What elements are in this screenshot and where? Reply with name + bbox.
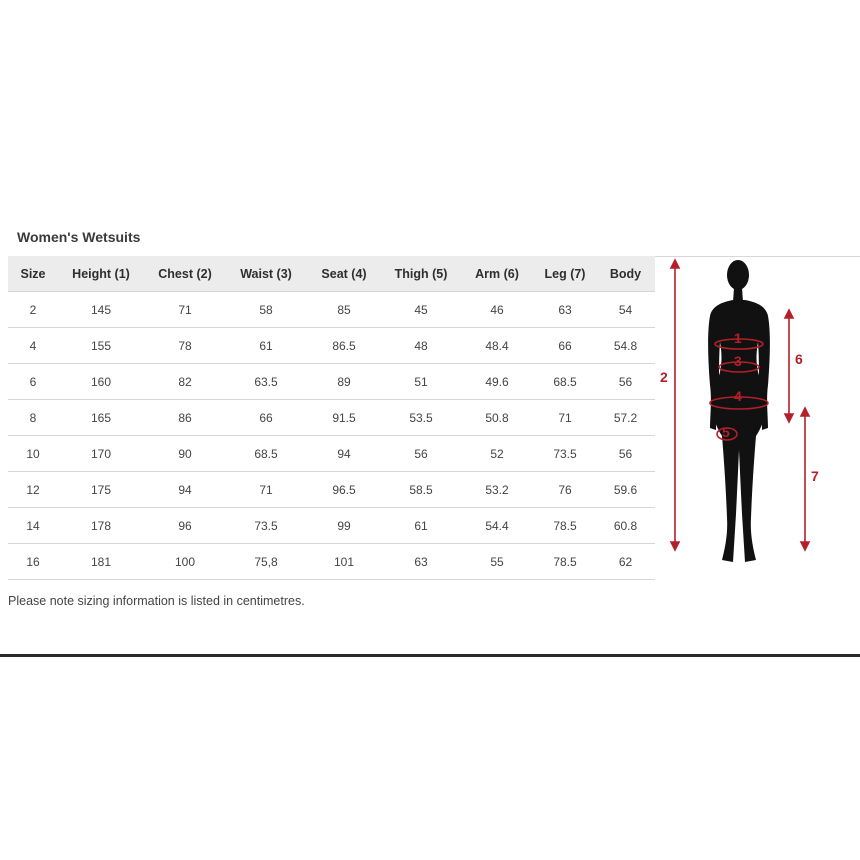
table-cell: 56 bbox=[596, 364, 655, 400]
column-header: Seat (4) bbox=[306, 256, 382, 292]
thigh-marker-label: 5 bbox=[722, 424, 730, 440]
table-cell: 71 bbox=[226, 472, 306, 508]
table-cell: 56 bbox=[596, 436, 655, 472]
waist-marker-label: 3 bbox=[734, 353, 742, 369]
table-cell: 91.5 bbox=[306, 400, 382, 436]
column-header: Height (1) bbox=[58, 256, 144, 292]
table-cell: 181 bbox=[58, 544, 144, 580]
table-cell: 175 bbox=[58, 472, 144, 508]
table-cell: 53.5 bbox=[382, 400, 460, 436]
silhouette-shape bbox=[708, 260, 770, 562]
body-measurement-diagram bbox=[640, 250, 860, 570]
bottom-divider-bar bbox=[0, 654, 860, 657]
table-cell: 68.5 bbox=[226, 436, 306, 472]
table-cell: 66 bbox=[226, 400, 306, 436]
table-cell: 61 bbox=[226, 328, 306, 364]
table-cell: 178 bbox=[58, 508, 144, 544]
table-cell: 54 bbox=[596, 292, 655, 328]
table-cell: 16 bbox=[8, 544, 58, 580]
table-cell: 6 bbox=[8, 364, 58, 400]
table-cell: 45 bbox=[382, 292, 460, 328]
table-cell: 62 bbox=[596, 544, 655, 580]
table-cell: 96.5 bbox=[306, 472, 382, 508]
table-cell: 85 bbox=[306, 292, 382, 328]
table-cell: 78.5 bbox=[534, 544, 596, 580]
table-row bbox=[8, 328, 655, 364]
column-header: Leg (7) bbox=[534, 256, 596, 292]
table-cell: 63.5 bbox=[226, 364, 306, 400]
table-row bbox=[8, 292, 655, 328]
table-cell: 71 bbox=[534, 400, 596, 436]
table-cell: 14 bbox=[8, 508, 58, 544]
column-header: Chest (2) bbox=[144, 256, 226, 292]
table-cell: 71 bbox=[144, 292, 226, 328]
table-row bbox=[8, 508, 655, 544]
table-cell: 100 bbox=[144, 544, 226, 580]
page-title: Women's Wetsuits bbox=[17, 229, 141, 245]
table-cell: 99 bbox=[306, 508, 382, 544]
table-cell: 57.2 bbox=[596, 400, 655, 436]
column-header: Body bbox=[596, 256, 655, 292]
table-cell: 94 bbox=[306, 436, 382, 472]
column-header: Arm (6) bbox=[460, 256, 534, 292]
table-cell: 73.5 bbox=[534, 436, 596, 472]
chest-marker-label: 1 bbox=[734, 330, 742, 346]
table-cell: 75,8 bbox=[226, 544, 306, 580]
table-row bbox=[8, 472, 655, 508]
table-cell: 63 bbox=[382, 544, 460, 580]
table-cell: 165 bbox=[58, 400, 144, 436]
table-cell: 160 bbox=[58, 364, 144, 400]
size-table bbox=[8, 256, 655, 580]
body-silhouette-icon bbox=[640, 250, 860, 570]
table-cell: 76 bbox=[534, 472, 596, 508]
table-cell: 63 bbox=[534, 292, 596, 328]
table-cell: 86.5 bbox=[306, 328, 382, 364]
table-cell: 51 bbox=[382, 364, 460, 400]
table-cell: 155 bbox=[58, 328, 144, 364]
table-cell: 96 bbox=[144, 508, 226, 544]
table-cell: 78.5 bbox=[534, 508, 596, 544]
sizing-note: Please note sizing information is listed in centimetres. bbox=[8, 594, 305, 608]
table-cell: 60.8 bbox=[596, 508, 655, 544]
table-cell: 58.5 bbox=[382, 472, 460, 508]
table-cell: 59.6 bbox=[596, 472, 655, 508]
table-cell: 73.5 bbox=[226, 508, 306, 544]
arm-marker-label: 6 bbox=[795, 351, 803, 367]
table-cell: 68.5 bbox=[534, 364, 596, 400]
table-cell: 2 bbox=[8, 292, 58, 328]
table-cell: 54.4 bbox=[460, 508, 534, 544]
table-cell: 61 bbox=[382, 508, 460, 544]
table-cell: 170 bbox=[58, 436, 144, 472]
table-cell: 48.4 bbox=[460, 328, 534, 364]
table-cell: 4 bbox=[8, 328, 58, 364]
table-cell: 101 bbox=[306, 544, 382, 580]
table-cell: 12 bbox=[8, 472, 58, 508]
column-header: Size bbox=[8, 256, 58, 292]
table-cell: 55 bbox=[460, 544, 534, 580]
table-cell: 94 bbox=[144, 472, 226, 508]
table-row bbox=[8, 364, 655, 400]
table-cell: 52 bbox=[460, 436, 534, 472]
table-row bbox=[8, 436, 655, 472]
table-cell: 89 bbox=[306, 364, 382, 400]
table-cell: 58 bbox=[226, 292, 306, 328]
table-row bbox=[8, 544, 655, 580]
table-cell: 8 bbox=[8, 400, 58, 436]
height-marker-label: 2 bbox=[660, 369, 668, 385]
table-row bbox=[8, 400, 655, 436]
table-cell: 46 bbox=[460, 292, 534, 328]
table-cell: 145 bbox=[58, 292, 144, 328]
leg-marker-label: 7 bbox=[811, 468, 819, 484]
seat-marker-label: 4 bbox=[734, 388, 742, 404]
table-cell: 50.8 bbox=[460, 400, 534, 436]
table-cell: 66 bbox=[534, 328, 596, 364]
table-cell: 86 bbox=[144, 400, 226, 436]
table-header-row bbox=[8, 256, 655, 292]
table-cell: 48 bbox=[382, 328, 460, 364]
column-header: Waist (3) bbox=[226, 256, 306, 292]
table-cell: 54.8 bbox=[596, 328, 655, 364]
table-cell: 90 bbox=[144, 436, 226, 472]
column-header: Thigh (5) bbox=[382, 256, 460, 292]
table-cell: 49.6 bbox=[460, 364, 534, 400]
table-cell: 10 bbox=[8, 436, 58, 472]
table-cell: 82 bbox=[144, 364, 226, 400]
table-cell: 53.2 bbox=[460, 472, 534, 508]
table-cell: 56 bbox=[382, 436, 460, 472]
table-cell: 78 bbox=[144, 328, 226, 364]
